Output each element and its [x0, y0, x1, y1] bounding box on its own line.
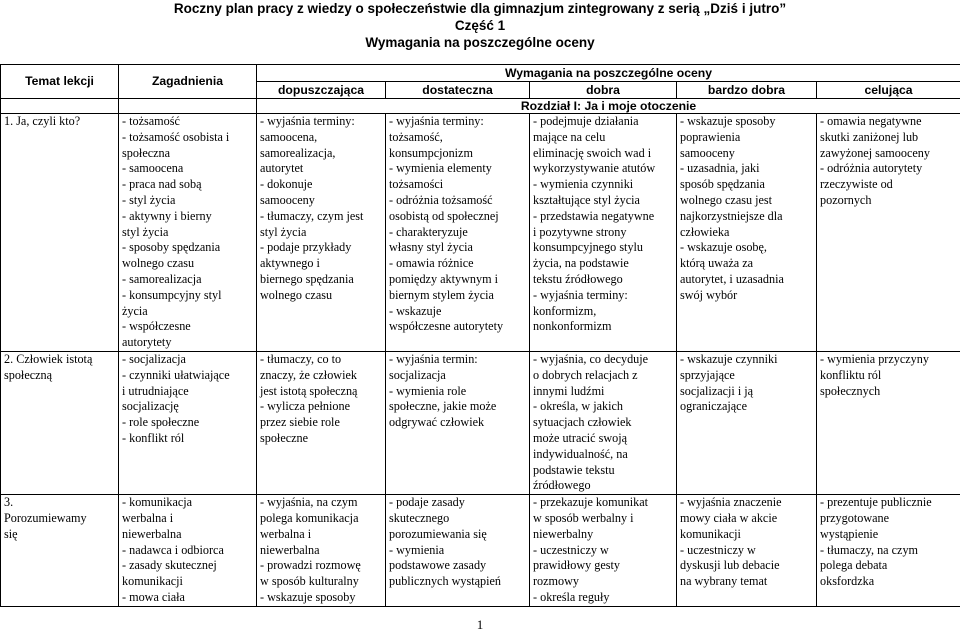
cell-line: życia, na podstawie: [533, 256, 673, 272]
cell-line: rozmowy: [533, 574, 673, 590]
topic-cell: [1, 351, 119, 494]
cell-line: - dokonuje: [260, 177, 382, 193]
cell-line: własny styl życia: [389, 240, 526, 256]
cell-line: - przedstawia negatywne: [533, 209, 673, 225]
cell-line: jest istotą społeczną: [260, 384, 382, 400]
cell-line: - tłumaczy, czym jest: [260, 209, 382, 225]
grade-cell-bardzo-dobra: [677, 495, 817, 607]
cell-line: - wymienia: [389, 543, 526, 559]
cell-line: - sposoby spędzania: [122, 240, 253, 256]
cell-line: autorytet, i uzasadnia: [680, 272, 813, 288]
cell-line: w sposób kulturalny: [260, 574, 382, 590]
cell-line: społecznych: [820, 384, 957, 400]
cell-line: socjalizację: [122, 399, 253, 415]
cell-line: - podaje zasady: [389, 495, 526, 511]
cell-line: - wyjaśnia terminy:: [389, 114, 526, 130]
cell-line: wolnego czasu jest: [680, 193, 813, 209]
cell-line: - wskazuje: [389, 304, 526, 320]
grade-cell-dostateczna: [386, 114, 530, 352]
cell-line: - prowadzi rozmowę: [260, 558, 382, 574]
grade-header-dopuszczajaca: dopuszczająca: [257, 82, 386, 99]
cell-line: życia: [122, 304, 253, 320]
cell-line: werbalna i: [122, 511, 253, 527]
cell-line: sprzyjające: [680, 368, 813, 384]
cell-line: - konsumpcyjny styl: [122, 288, 253, 304]
document-part: Część 1: [0, 17, 960, 35]
cell-line: pozornych: [820, 193, 957, 209]
cell-line: samorealizacja,: [260, 146, 382, 162]
cell-line: - charakteryzuje: [389, 225, 526, 241]
cell-line: - omawia negatywne: [820, 114, 957, 130]
cell-line: Porozumiewamy: [4, 511, 115, 527]
cell-line: zawyżonej samooceny: [820, 146, 957, 162]
cell-line: konfliktu ról: [820, 368, 957, 384]
cell-line: - współczesne: [122, 319, 253, 335]
cell-line: - wymienia elementy: [389, 161, 526, 177]
document-title: Roczny plan pracy z wiedzy o społeczeństwie dla gimnazjum zintegrowany z serią „Dziś i jutro”: [0, 0, 960, 18]
cell-line: - wyjaśnia terminy:: [260, 114, 382, 130]
grade-cell-dopuszczajaca: [257, 114, 386, 352]
cell-line: niewerbalna: [122, 527, 253, 543]
issues-cell: [119, 114, 257, 352]
cell-line: o dobrych relacjach z: [533, 368, 673, 384]
cell-line: człowieka: [680, 225, 813, 241]
cell-line: - uzasadnia, jaki: [680, 161, 813, 177]
cell-line: i pozytywne strony: [533, 225, 673, 241]
requirements-table: [0, 64, 960, 607]
cell-line: komunikacji: [680, 527, 813, 543]
cell-line: autorytety: [122, 335, 253, 351]
cell-line: wolnego czasu: [260, 288, 382, 304]
cell-line: mające na celu: [533, 130, 673, 146]
table-row: [1, 351, 960, 494]
cell-line: biernym stylem życia: [389, 288, 526, 304]
grade-cell-celujaca: [817, 495, 960, 607]
cell-line: - odróżnia autorytety: [820, 161, 957, 177]
cell-line: indywidualność, na: [533, 447, 673, 463]
cell-line: socjalizacja: [389, 368, 526, 384]
cell-line: konsumpcyjnego stylu: [533, 240, 673, 256]
cell-line: - wyjaśnia terminy:: [533, 288, 673, 304]
cell-line: - mowa ciała: [122, 590, 253, 606]
page-number: 1: [0, 617, 960, 633]
cell-line: - wyjaśnia znaczenie: [680, 495, 813, 511]
header-requirements: Wymagania na poszczególne oceny: [257, 65, 960, 82]
cell-line: społeczne: [260, 431, 382, 447]
cell-line: publicznych wystąpień: [389, 574, 526, 590]
issues-cell: [119, 351, 257, 494]
cell-line: samoocena,: [260, 130, 382, 146]
cell-line: znaczy, że człowiek: [260, 368, 382, 384]
cell-line: przygotowane: [820, 511, 957, 527]
cell-line: - wyjaśnia, na czym: [260, 495, 382, 511]
cell-line: sytuacjach człowiek: [533, 415, 673, 431]
cell-line: - wymienia przyczyny: [820, 352, 957, 368]
cell-line: wykorzystywanie atutów: [533, 161, 673, 177]
cell-line: może utracić swoją: [533, 431, 673, 447]
cell-line: konsumpcjonizm: [389, 146, 526, 162]
cell-line: wystąpienie: [820, 527, 957, 543]
grade-cell-celujaca: [817, 114, 960, 352]
cell-line: i utrudniające: [122, 384, 253, 400]
grade-cell-dobra: [530, 114, 677, 352]
cell-line: - praca nad sobą: [122, 177, 253, 193]
cell-line: społeczne, jakie może: [389, 399, 526, 415]
cell-line: 1. Ja, czyli kto?: [4, 114, 115, 130]
cell-line: źródłowego: [533, 478, 673, 494]
grade-header-bardzo-dobra: bardzo dobra: [677, 82, 817, 99]
cell-line: autorytet: [260, 161, 382, 177]
grade-header-dostateczna: dostateczna: [386, 82, 530, 99]
cell-line: polega komunikacja: [260, 511, 382, 527]
cell-line: - wymienia role: [389, 384, 526, 400]
cell-line: ograniczające: [680, 399, 813, 415]
cell-line: wolnego czasu: [122, 256, 253, 272]
topic-cell: [1, 495, 119, 607]
cell-line: skutki zaniżonej lub: [820, 130, 957, 146]
cell-line: kształtujące styl życia: [533, 193, 673, 209]
cell-line: - uczestniczy w: [680, 543, 813, 559]
cell-line: którą uważa za: [680, 256, 813, 272]
cell-line: mowy ciała w akcie: [680, 511, 813, 527]
cell-line: - tożsamość: [122, 114, 253, 130]
grade-cell-dostateczna: [386, 351, 530, 494]
cell-line: oksfordzka: [820, 574, 957, 590]
cell-line: - omawia różnice: [389, 256, 526, 272]
document-subtitle: Wymagania na poszczególne oceny: [0, 34, 960, 52]
cell-line: samooceny: [260, 193, 382, 209]
cell-line: - styl życia: [122, 193, 253, 209]
cell-line: osobistą od społecznej: [389, 209, 526, 225]
cell-line: nonkonformizm: [533, 319, 673, 335]
cell-line: komunikacji: [122, 574, 253, 590]
topic-cell: [1, 114, 119, 352]
cell-line: biernego spędzania: [260, 272, 382, 288]
cell-line: społeczna: [122, 146, 253, 162]
cell-line: styl życia: [122, 225, 253, 241]
cell-line: - tożsamość osobista i: [122, 130, 253, 146]
cell-line: - prezentuje publicznie: [820, 495, 957, 511]
cell-line: niewerbalny: [533, 527, 673, 543]
cell-line: - wyjaśnia, co decyduje: [533, 352, 673, 368]
cell-line: - samorealizacja: [122, 272, 253, 288]
cell-line: - konflikt ról: [122, 431, 253, 447]
cell-line: sposób spędzania: [680, 177, 813, 193]
header-topic: Temat lekcji: [1, 65, 119, 99]
cell-line: polega debata: [820, 558, 957, 574]
cell-line: - role społeczne: [122, 415, 253, 431]
cell-line: eliminację swoich wad i: [533, 146, 673, 162]
section-title: Rozdział I: Ja i moje otoczenie: [257, 99, 960, 114]
cell-line: - samoocena: [122, 161, 253, 177]
cell-line: odgrywać człowiek: [389, 415, 526, 431]
grade-cell-dostateczna: [386, 495, 530, 607]
cell-line: styl życia: [260, 225, 382, 241]
cell-line: się: [4, 527, 115, 543]
cell-line: - zasady skutecznej: [122, 558, 253, 574]
table-row: [1, 495, 960, 607]
cell-line: - określa, w jakich: [533, 399, 673, 415]
cell-line: aktywnego i: [260, 256, 382, 272]
cell-line: dyskusji lub debacie: [680, 558, 813, 574]
cell-line: najkorzystniejsze dla: [680, 209, 813, 225]
cell-line: niewerbalna: [260, 543, 382, 559]
table-row: [1, 114, 960, 352]
grade-cell-bardzo-dobra: [677, 114, 817, 352]
cell-line: - wskazuje sposoby: [680, 114, 813, 130]
cell-line: tożsamość,: [389, 130, 526, 146]
cell-line: - czynniki ułatwiające: [122, 368, 253, 384]
cell-line: skutecznego: [389, 511, 526, 527]
cell-line: przez siebie role: [260, 415, 382, 431]
grade-cell-dopuszczajaca: [257, 351, 386, 494]
cell-line: - wylicza pełnione: [260, 399, 382, 415]
cell-line: podstawowe zasady: [389, 558, 526, 574]
cell-line: - wyjaśnia termin:: [389, 352, 526, 368]
cell-line: innymi ludźmi: [533, 384, 673, 400]
cell-line: werbalna i: [260, 527, 382, 543]
cell-line: poprawienia: [680, 130, 813, 146]
cell-line: pomiędzy aktywnym i: [389, 272, 526, 288]
cell-line: samooceny: [680, 146, 813, 162]
cell-line: - odróżnia tożsamość: [389, 193, 526, 209]
cell-line: - określa reguły: [533, 590, 673, 606]
cell-line: - przekazuje komunikat: [533, 495, 673, 511]
cell-line: tekstu źródłowego: [533, 272, 673, 288]
cell-line: - wskazuje osobę,: [680, 240, 813, 256]
cell-line: - wymienia czynniki: [533, 177, 673, 193]
cell-line: - aktywny i bierny: [122, 209, 253, 225]
grade-header-dobra: dobra: [530, 82, 677, 99]
cell-line: na wybrany temat: [680, 574, 813, 590]
cell-line: konformizm,: [533, 304, 673, 320]
cell-line: socjalizacji i ją: [680, 384, 813, 400]
cell-line: podstawie tekstu: [533, 463, 673, 479]
cell-line: - podejmuje działania: [533, 114, 673, 130]
cell-line: rzeczywiste od: [820, 177, 957, 193]
cell-line: prawidłowy gesty: [533, 558, 673, 574]
grade-cell-celujaca: [817, 351, 960, 494]
cell-line: - komunikacja: [122, 495, 253, 511]
cell-line: - socjalizacja: [122, 352, 253, 368]
cell-line: 2. Człowiek istotą: [4, 352, 115, 368]
cell-line: w sposób werbalny i: [533, 511, 673, 527]
grade-cell-dobra: [530, 495, 677, 607]
grade-cell-dopuszczajaca: [257, 495, 386, 607]
header-issues: Zagadnienia: [119, 65, 257, 99]
cell-line: tożsamości: [389, 177, 526, 193]
cell-line: - tłumaczy, na czym: [820, 543, 957, 559]
cell-line: społeczną: [4, 368, 115, 384]
grade-cell-bardzo-dobra: [677, 351, 817, 494]
cell-line: współczesne autorytety: [389, 319, 526, 335]
cell-line: - wskazuje sposoby: [260, 590, 382, 606]
grade-header-celujaca: celująca: [817, 82, 960, 99]
cell-line: - uczestniczy w: [533, 543, 673, 559]
grade-cell-dobra: [530, 351, 677, 494]
cell-line: porozumiewania się: [389, 527, 526, 543]
issues-cell: [119, 495, 257, 607]
cell-line: - podaje przykłady: [260, 240, 382, 256]
cell-line: - nadawca i odbiorca: [122, 543, 253, 559]
cell-line: 3.: [4, 495, 115, 511]
cell-line: - wskazuje czynniki: [680, 352, 813, 368]
cell-line: swój wybór: [680, 288, 813, 304]
cell-line: - tłumaczy, co to: [260, 352, 382, 368]
